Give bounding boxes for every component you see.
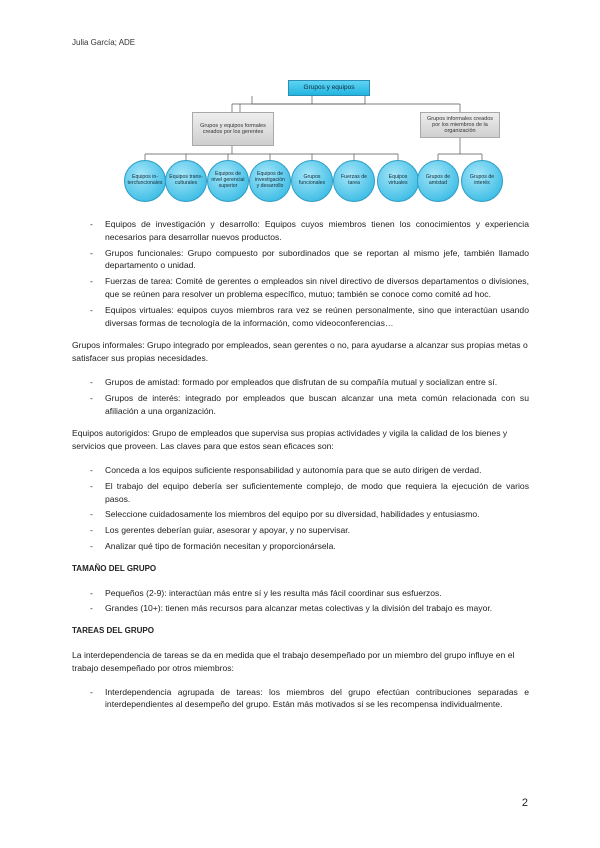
bullet: - — [90, 464, 93, 475]
list-item-text: Fuerzas de tarea: Comité de gerentes o empleados sin nivel directivo de diversos departamentos o divisiones, que se reúnen para resolver un problema específico, mutuo; también se conoce como comité ad hoc. — [105, 276, 529, 299]
bullet: - — [90, 686, 93, 697]
list-item — [72, 686, 529, 712]
tasks-paragraph: La interdependencia de tareas se da en medida que el trabajo desempeñado por un miembro del grupo influye en el trabajo desempeñado por otros miembros: — [72, 649, 515, 673]
list-item — [72, 304, 529, 330]
bullet: - — [90, 276, 93, 287]
list-item — [72, 392, 529, 418]
diagram-formal-node: Grupos y equipos formales creados por los gerentes — [192, 112, 274, 146]
list-item — [72, 540, 529, 553]
groups-diagram — [112, 74, 508, 210]
bullet: - — [90, 480, 93, 491]
group-size-list — [72, 587, 529, 616]
bullet: - — [90, 376, 93, 387]
informal-groups-paragraph: Grupos informales: Grupo integrado por empleados, sean gerentes o no, para ayudarse a alcanzar sus propias metas o satisfacer sus propias necesidades. — [72, 340, 528, 364]
diagram-node-interes: Grupos de interés — [461, 160, 503, 202]
bullet: - — [90, 587, 93, 598]
list-item — [72, 376, 529, 389]
diagram-node-fuerzas-tarea: Fuerzas de tarea — [333, 160, 375, 202]
diagram-informal-node: Grupos informales creados por los miembros de la organización — [420, 112, 500, 138]
list-item-text: Equipos de investigación y desarrollo: Equipos cuyos miembros tienen los conocimientos y experiencia necesarios para desarrollar nuevos productos. — [105, 219, 529, 242]
list-item-text: Grupos de interés: integrado por empleados que buscan alcanzar una meta común relacionada con su afiliación a una organización. — [105, 392, 529, 416]
diagram-node-investigacion: Equipos de investigación y desarrollo — [249, 160, 291, 202]
diagram-node-virtuales: Equipos virtuales — [377, 160, 419, 202]
list-item — [72, 480, 529, 506]
diagram-node-funcionales: Grupos funcionales — [291, 160, 333, 202]
list-item — [72, 602, 529, 615]
bullet: - — [90, 525, 93, 536]
list-item — [72, 508, 529, 521]
bullet: - — [90, 509, 93, 520]
list-item-text: Grupos funcionales: Grupo compuesto por subordinados que se reportan al mismo jefe, también llamado departamento o unidad. — [105, 247, 529, 271]
list-item-text: Grupos de amistad: formado por empleados que disfrutan de su compañía mutual y socializan entre sí. — [105, 376, 498, 387]
self-directed-teams-paragraph: Equipos autorigidos: Grupo de empleados que supervisa sus propias actividades y vigila la calidad de los bienes y servicios que proveen. Las claves para que estos sean eficaces son: — [72, 428, 508, 452]
list-item-text: Analizar qué tipo de formación necesitan y proporcionársela. — [105, 540, 336, 551]
list-item — [72, 587, 529, 600]
list-item-text: Equipos virtuales: equipos cuyos miembros rara vez se reúnen personalmente, sino que interactúan usando diversas formas de tecnología de la información, como videoconferencias… — [105, 304, 529, 328]
section-heading-tareas: TAREAS DEL GRUPO — [72, 626, 154, 636]
diagram-node-gerencial-superior: Equipos de nivel gerencial superior — [207, 160, 249, 202]
section-heading-tamano: TAMAÑO DEL GRUPO — [72, 563, 157, 573]
list-item-text: Los gerentes deberían guiar, asesorar y apoyar, y no supervisar. — [105, 525, 351, 536]
list-item-text: Conceda a los equipos suficiente responsabilidad y autonomía para que se auto dirigen de verdad. — [105, 464, 482, 475]
list-item-text: Seleccione cuidadosamente los miembros del equipo por su diversidad, habilidades y entusiasmo. — [105, 509, 480, 520]
diagram-node-intercfuncionales: Equipos in-tercfuncionales — [124, 160, 166, 202]
informal-groups-list — [72, 376, 529, 417]
page-number: 2 — [521, 797, 528, 809]
document-body — [72, 218, 529, 714]
bullet: - — [90, 304, 93, 315]
self-directed-keys-list — [72, 464, 529, 553]
list-item-text: Grandes (10+): tienen más recursos para alcanzar metas colectivas y la división del trabajo es mayor. — [105, 603, 493, 614]
bullet: - — [90, 603, 93, 614]
list-item — [72, 464, 529, 477]
list-item-text: Interdependencia agrupada de tareas: los miembros del grupo efectúan contribuciones separadas e interdependientes al desempeño del grupo. Están más motivados si se les recompensa individualmente. — [105, 686, 529, 710]
bullet: - — [90, 540, 93, 551]
list-item — [72, 524, 529, 537]
list-item — [72, 247, 529, 273]
diagram-root-node: Grupos y equipos — [288, 80, 370, 96]
bullet: - — [90, 219, 93, 229]
task-interdependence-list — [72, 686, 529, 712]
bullet: - — [90, 247, 93, 258]
formal-groups-list — [72, 218, 529, 329]
diagram-node-amistad: Grupos de amistad — [417, 160, 459, 202]
diagram-node-transculturales: Equipos trans-culturales — [165, 160, 207, 202]
bullet: - — [90, 392, 93, 403]
page-header: Julia García; ADE — [72, 38, 136, 47]
list-item — [72, 275, 529, 301]
list-item-text: El trabajo del equipo debería ser suficientemente complejo, de modo que requiera la ejecución de varios pasos. — [105, 480, 529, 504]
list-item — [72, 218, 529, 244]
list-item-text: Pequeños (2-9): interactúan más entre sí y les resulta más fácil coordinar sus esfuerzos. — [105, 587, 442, 598]
